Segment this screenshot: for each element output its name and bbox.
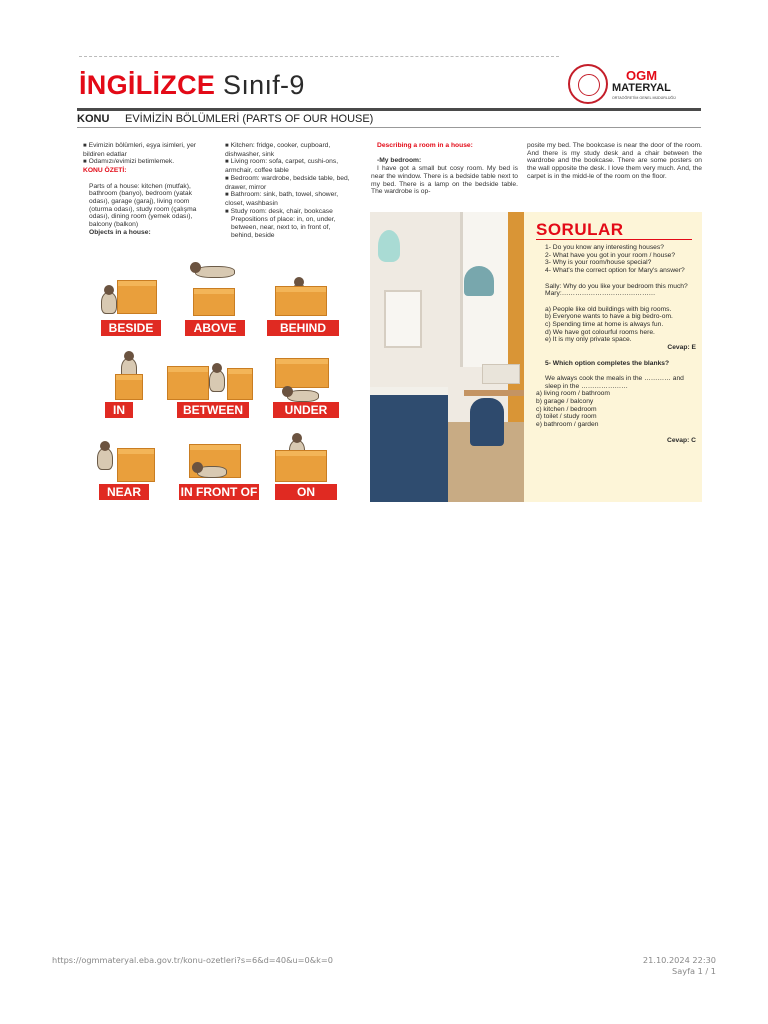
mary-line: Mary:…………………………………… xyxy=(545,290,656,298)
box-icon xyxy=(167,370,209,400)
option-5e: e) bathroom / garden xyxy=(536,421,599,429)
label-above: ABOVE xyxy=(185,320,245,336)
box-icon xyxy=(117,284,157,314)
top-dashed-line xyxy=(79,56,559,57)
topic-bar xyxy=(77,108,701,128)
label-beside: BESIDE xyxy=(101,320,161,336)
kitchen-items: ■ Kitchen: fridge, cooker, cupboard, dishwasher, sink xyxy=(225,142,350,158)
option-c: c) Spending time at home is always fun. xyxy=(545,321,664,328)
meb-seal-icon xyxy=(568,64,608,104)
summary-column-1 xyxy=(83,142,208,236)
box-icon xyxy=(227,372,253,400)
objective-bullet-1: ■ Evimizin bölümleri, eşya isimleri, yer bildiren edatlar xyxy=(83,142,208,158)
footer-info xyxy=(643,955,716,977)
summary-column-3 xyxy=(371,142,518,196)
chair-icon xyxy=(470,398,504,446)
question-2: 2- What have you got in your room / house? xyxy=(545,251,676,259)
label-on: ON xyxy=(275,484,337,500)
option-b: b) Everyone wants to have a big bedro-om. xyxy=(545,313,673,321)
my-bedroom-heading: -My bedroom: xyxy=(377,157,422,165)
bedroom-items: ■ Bedroom: wardrobe, bedside table, bed, drawer, mirror xyxy=(225,175,350,191)
bedroom-photo xyxy=(370,212,524,502)
cat-icon xyxy=(287,390,319,402)
prepositions-text: Prepositions of place: in, on, under, between, near, next to, in front of, behind, beside xyxy=(231,216,336,239)
describing-heading: Describing a room in a house: xyxy=(377,142,473,149)
box-icon xyxy=(115,378,143,400)
answer-1: Cevap: E xyxy=(667,344,696,352)
question-1: 1- Do you know any interesting houses? xyxy=(545,244,664,251)
title-grade: Sınıf-9 xyxy=(223,70,305,100)
bunny-poster-icon xyxy=(384,290,422,348)
questions-title-underline xyxy=(536,239,692,240)
option-5d: d) toilet / study room xyxy=(536,413,597,421)
footer-page-number: Sayfa 1 / 1 xyxy=(672,966,716,976)
logo-ogm-text: OGM xyxy=(626,68,658,83)
label-in-front-of: IN FRONT OF xyxy=(180,485,258,499)
summary-column-4 xyxy=(527,142,702,181)
parts-of-house-text: Parts of a house: kitchen (mutfak), bathroom (banyo), bedroom (yatak odası), garage (garaj), living room (oturma odası), study room (çalışma odası), dining room (yemek odası), balcony (balkon) xyxy=(89,182,197,229)
pendant-lamp-icon xyxy=(464,266,494,296)
ogm-materyal-logo xyxy=(568,64,706,110)
document-sheet xyxy=(63,54,706,504)
objective-bullet-2: ■ Odamızı/evimizi betimlemek. xyxy=(83,158,208,167)
box-icon xyxy=(193,292,235,316)
sally-line: Sally: Why do you like your bedroom this much? xyxy=(545,282,688,290)
cat-icon xyxy=(195,266,235,278)
option-5a: a) living room / bathroom xyxy=(536,390,610,398)
topic-title: EVİMİZİN BÖLÜMLERİ (PARTS OF OUR HOUSE) xyxy=(125,113,374,125)
objects-heading: Objects in a house: xyxy=(89,228,151,236)
box-icon xyxy=(275,290,327,316)
page-title xyxy=(79,70,305,101)
cat-icon xyxy=(197,466,227,478)
topic-label: KONU xyxy=(77,113,110,125)
blank-sentence: We always cook the meals in the ………… and sleep in the ………………… xyxy=(545,374,684,390)
summary-heading: KONU ÖZETİ: xyxy=(83,167,127,175)
prepositions-illustration xyxy=(77,250,353,500)
cat-icon xyxy=(101,292,117,314)
box-icon xyxy=(275,454,327,482)
footer-datetime: 21.10.2024 22:30 xyxy=(642,955,716,965)
cat-icon xyxy=(209,370,225,392)
questions-text xyxy=(536,244,696,444)
label-between: BETWEEN xyxy=(177,402,249,418)
question-4: 4- What's the correct option for Mary's answer? xyxy=(545,267,685,275)
bathroom-items: ■ Bathroom: sink, bath, towel, shower, closet, washbasin xyxy=(225,191,350,207)
bed-icon xyxy=(370,387,448,502)
question-3: 3- Why is your room/house special? xyxy=(545,259,652,267)
summary-column-2 xyxy=(225,142,350,239)
pendant-lamp-icon xyxy=(378,230,400,262)
cat-icon xyxy=(97,448,113,470)
study-room-items: ■ Study room: desk, chair, bookcase xyxy=(225,208,350,217)
answer-2: Cevap: C xyxy=(667,436,696,444)
bedroom-description-1: I have got a small but cosy room. My bed is near the window. There is a bedside table next to my bed. There is a lamp on the bedside table. The wardrobe is op- xyxy=(371,165,518,196)
option-d: d) We have got colourful rooms here. xyxy=(545,328,655,336)
label-in: IN xyxy=(105,402,133,418)
questions-panel xyxy=(524,212,702,502)
option-e: e) It is my only private space. xyxy=(545,336,632,344)
box-icon xyxy=(117,452,155,482)
footer-url[interactable]: https://ogmmateryal.eba.gov.tr/konu-ozetleri?s=6&d=40&u=0&k=0 xyxy=(52,955,333,965)
title-subject: İNGİLİZCE xyxy=(79,70,216,100)
questions-title: SORULAR xyxy=(536,220,624,239)
option-5c: c) kitchen / bedroom xyxy=(536,405,597,413)
question-5: 5- Which option completes the blanks? xyxy=(545,359,670,367)
label-under: UNDER xyxy=(273,402,339,418)
option-a: a) People like old buildings with big rooms. xyxy=(545,305,672,313)
label-near: NEAR xyxy=(99,484,149,500)
logo-subtitle: ORTAÖĞRETİM GENEL MÜDÜRLÜĞÜ xyxy=(612,96,676,100)
option-5b: b) garage / balcony xyxy=(536,398,594,405)
logo-materyal-text: MATERYAL xyxy=(612,82,671,94)
box-icon xyxy=(275,362,329,388)
label-behind: BEHIND xyxy=(267,320,339,336)
bedroom-description-2: posite my bed. The bookcase is near the door of the room. And there is my study desk and a chair between the wardrobe and the bookcase. There are some posters on the wall opposite the desk. I love them very much. And, the carpet is in the midd-le of the room on the floor. xyxy=(527,142,702,180)
living-room-items: ■ Living room: sofa, carpet, cushi-ons, armchair, coffee table xyxy=(225,158,350,174)
